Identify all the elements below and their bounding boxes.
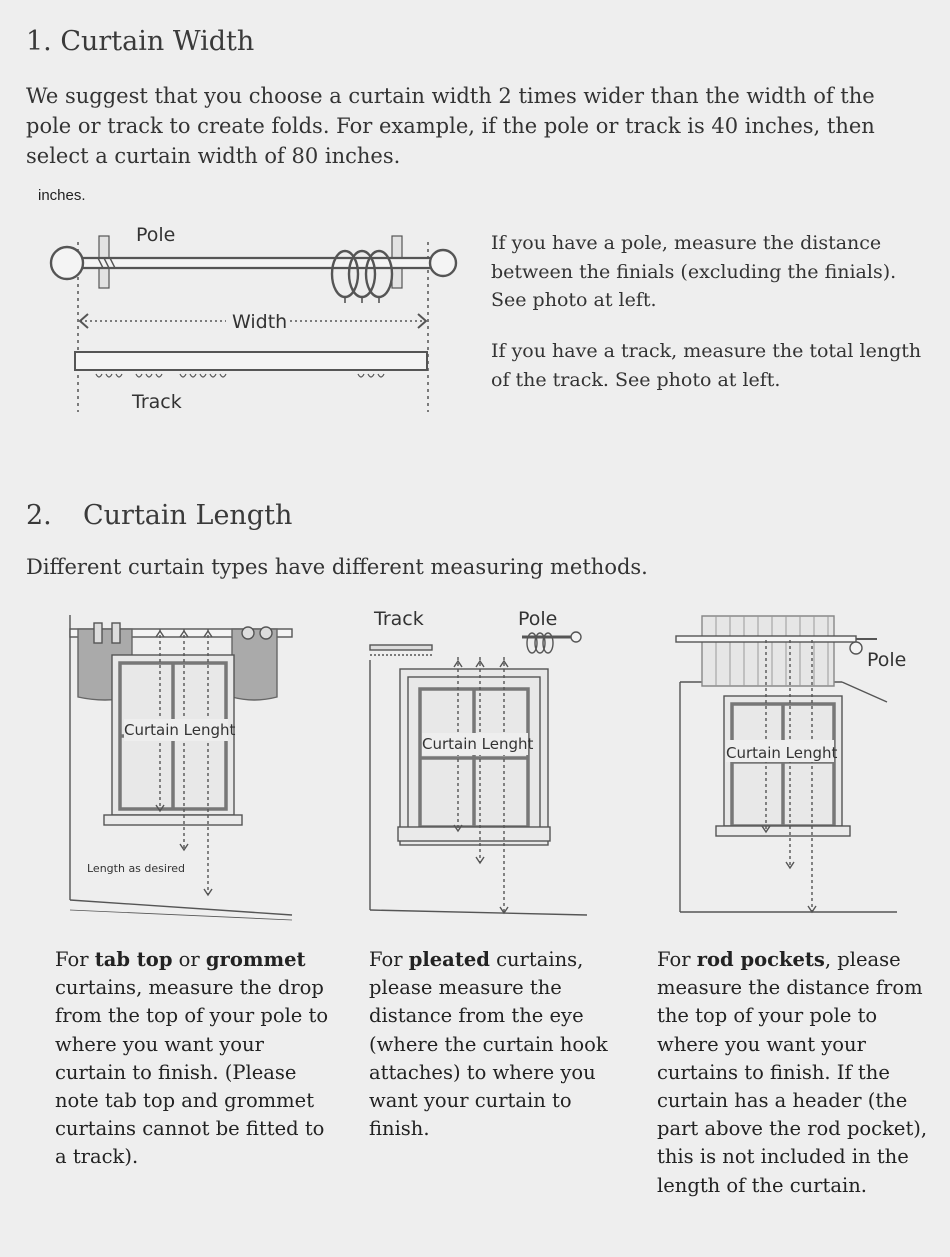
pleated-curtain-length-label: Curtain Lenght	[422, 735, 534, 753]
pole-measure-text: If you have a pole, measure the distance between the finials (excluding the finials). See photo at left.	[491, 232, 897, 311]
section2-intro: Different curtain types have different measuring methods.	[26, 555, 648, 579]
pleated-track-label: Track	[374, 608, 424, 630]
section1-heading: 1. Curtain Width	[26, 26, 255, 57]
rod-curtain-length-label: Curtain Lenght	[726, 744, 838, 762]
length-as-desired-label: Length as desired	[87, 862, 185, 875]
rod-pole-label: Pole	[867, 649, 907, 671]
width-diagram	[40, 212, 470, 417]
section2-number: 2.	[26, 500, 52, 531]
width-label: Width	[232, 311, 288, 333]
pleated-diagram	[362, 605, 592, 925]
pleated-pole-label: Pole	[518, 608, 558, 630]
left-finial	[51, 247, 83, 279]
track-measure-text: If you have a track, measure the total length of the track. See photo at left.	[491, 340, 922, 391]
pleated-description: For pleated curtains, please measure the distance from the eye (where the curtain hook attaches) to where you want your curtain to finish.	[369, 948, 608, 1141]
track-bar	[75, 352, 427, 370]
tab-curtain-length-label: Curtain Lenght	[124, 721, 236, 739]
section1-intro: We suggest that you choose a curtain width 2 times wider than the width of the pole or track to create folds. For example, if the pole or track is 40 inches, then select a curtain width of 80 inches.	[26, 84, 875, 168]
pole-label: Pole	[136, 224, 176, 246]
rod-pocket-diagram	[672, 612, 922, 922]
tab-top-description: For tab top or grommet curtains, measure the drop from the top of your pole to where you want your curtain to finish. (Please note tab top and grommet curtains cannot be fitted to a track).	[55, 948, 329, 1169]
right-finial	[430, 250, 456, 276]
pole-bar	[68, 258, 438, 268]
rod-pocket-description: For rod pockets, please measure the distance from the top of your pole to where you want your curtains to finish. If the curtain has a header (the part above the rod pocket), this is not included in the length of the curtain.	[657, 948, 928, 1197]
section2-heading: Curtain Length	[83, 500, 293, 531]
track-label: Track	[132, 391, 182, 413]
tab-top-diagram	[62, 615, 302, 925]
inches-note: inches.	[38, 187, 86, 204]
